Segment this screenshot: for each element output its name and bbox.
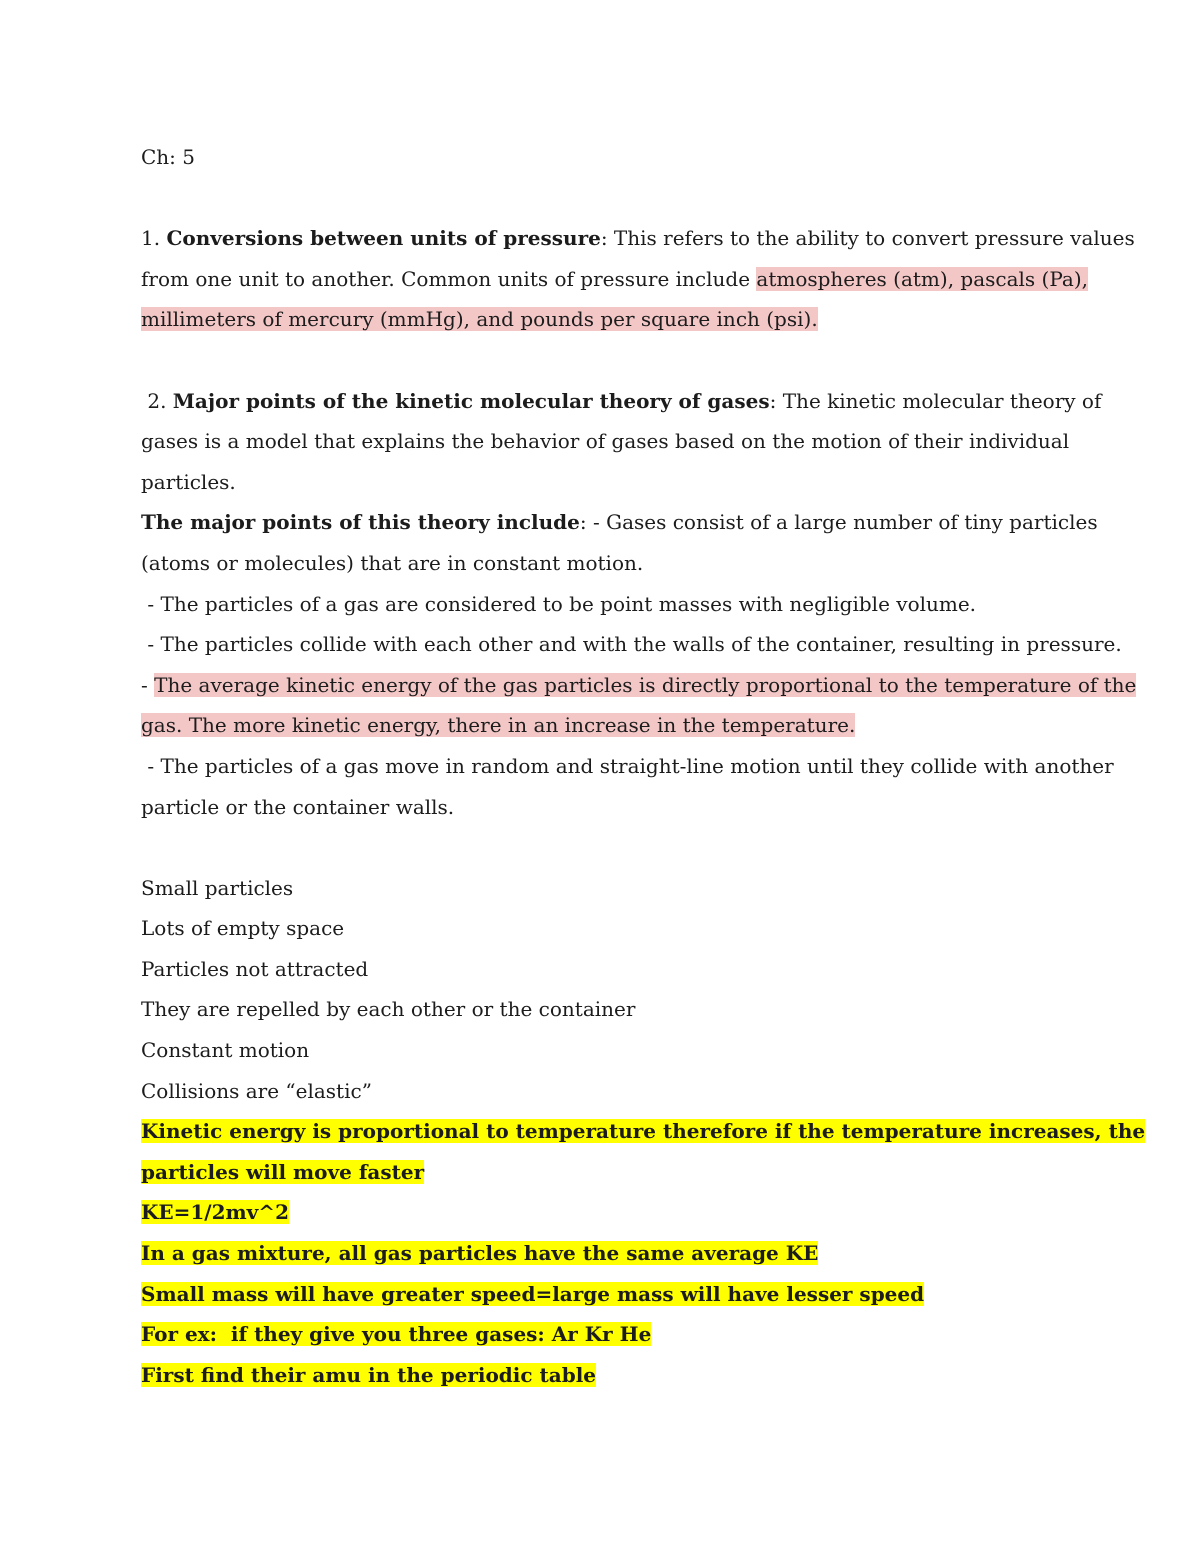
yellow-highlight: For ex: if they give you three gases: Ar Kr He [141,1322,652,1347]
note-line: Particles not attracted [141,956,369,981]
chapter-label: Ch: 5 [141,145,196,169]
theory-point-5-line2: particle or the container walls. [141,794,455,819]
theory-point-3: - The particles collide with each other and with the walls of the container, resulting in pressure. [141,632,1122,657]
theory-point-4-line1 [141,665,1137,706]
highlighted-note-line [141,1274,1071,1315]
section2-sub-line2: (atoms or molecules) that are in constant motion. [141,550,644,575]
pink-highlight: The average kinetic energy of the gas particles is directly proportional to the temperature of the [154,672,1137,697]
section1-heading: Conversions between units of pressure [166,226,601,251]
section2-subheading-line [141,502,1098,543]
yellow-highlight: First find their amu in the periodic table [141,1362,597,1387]
section2-line2: gases is a model that explains the behavior of gases based on the motion of their individual [141,429,1070,454]
section2-subheading: The major points of this theory include [141,510,580,535]
note-line: Constant motion [141,1038,310,1063]
note-line: Lots of empty space [141,916,345,941]
section1-line1 [141,218,1135,259]
note-line: Small particles [141,875,294,900]
yellow-highlight: particles will move faster [141,1159,425,1184]
yellow-highlight: Small mass will have greater speed=large mass will have lesser speed [141,1281,925,1306]
blank-line [141,178,1071,219]
section2-heading: Major points of the kinetic molecular theory of gases [172,388,770,413]
section1-line1-text: : This refers to the ability to convert pressure values [600,226,1135,251]
pink-highlight: atmospheres (atm), pascals (Pa), [756,266,1088,291]
theory-point-5-line1: - The particles of a gas move in random and straight-line motion until they collide with another [141,753,1114,778]
pink-highlight: gas. The more kinetic energy, there in an increase in the temperature. [141,713,856,738]
section2-line1-text: : The kinetic molecular theory of [769,388,1102,413]
highlighted-note-line [141,1192,1071,1233]
yellow-highlight: In a gas mixture, all gas particles have the same average KE [141,1241,819,1266]
section1-line3 [141,299,1071,340]
note-line: Collisions are “elastic” [141,1078,372,1103]
section1-line2-text: from one unit to another. Common units of pressure include [141,266,757,291]
section1-line2 [141,259,1088,300]
highlighted-note-line [141,1314,1071,1355]
blank-line [141,340,1071,381]
yellow-highlight: Kinetic energy is proportional to temperature therefore if the temperature increases, the [141,1119,1146,1144]
pink-highlight: millimeters of mercury (mmHg), and pounds per square inch (psi). [141,307,818,332]
highlighted-note-line [141,1233,1071,1274]
point4-dash: - [141,672,155,697]
section2-line1 [141,381,1102,422]
yellow-highlight: KE=1/2mv^2 [141,1200,289,1225]
theory-point-2: - The particles of a gas are considered to be point masses with negligible volume. [141,591,977,616]
highlighted-note-line [141,1152,1071,1193]
section2-sub-text: : - Gases consist of a large number of tiny particles [579,510,1098,535]
section1-number: 1. [141,226,167,251]
note-line: They are repelled by each other or the container [141,997,636,1022]
blank-line [141,827,1071,868]
section2-number: 2. [141,388,173,413]
section2-line3: particles. [141,469,236,494]
highlighted-note-line [141,1355,1071,1396]
highlighted-note-line [141,1111,1146,1152]
document-body [141,137,1146,1395]
theory-point-4-line2 [141,705,1071,746]
